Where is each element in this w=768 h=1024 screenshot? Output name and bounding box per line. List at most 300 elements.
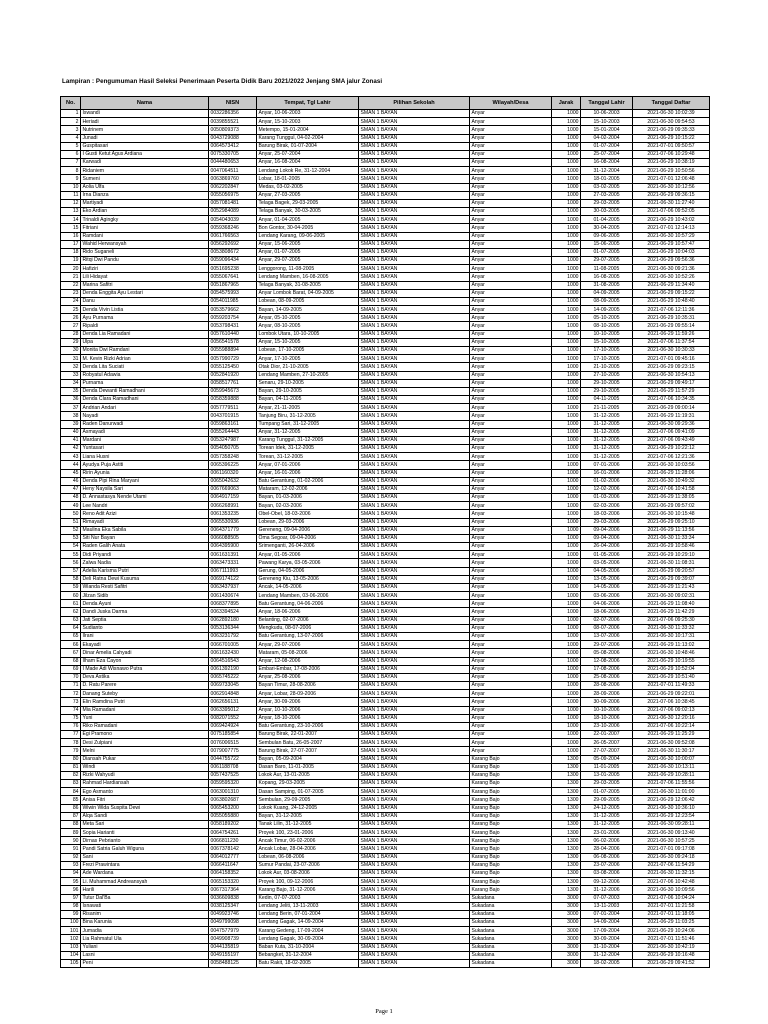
cell-tanggal-daftar: 2021-07-06 09:25:30	[633, 616, 710, 624]
cell-jarak: 1300	[552, 755, 581, 763]
cell-nisn: 0054011985	[209, 297, 257, 305]
cell-jarak: 1000	[552, 445, 581, 453]
cell-no: 95	[61, 878, 81, 886]
cell-tempat-tgl-lahir: Lokok Kuang, 24-12-2005	[257, 804, 359, 812]
cell-tanggal-daftar: 2021-06-29 11:57:29	[633, 387, 710, 395]
cell-no: 67	[61, 649, 81, 657]
cell-tanggal-lahir: 09-12-2006	[581, 878, 633, 886]
cell-wilayah-desa: Anyar	[470, 714, 552, 722]
cell-nama: Hafiziri	[81, 265, 209, 273]
cell-tempat-tgl-lahir: Anyar, 25-08-2006	[257, 673, 359, 681]
cell-tanggal-lahir: 01-03-2006	[581, 494, 633, 502]
cell-nama: Bina Karunia	[81, 919, 209, 927]
cell-tempat-tgl-lahir: Lendang Mamben, 27-10-2005	[257, 371, 359, 379]
table-row	[61, 322, 710, 330]
cell-tempat-tgl-lahir: Batu Gerantung, 23-10-2006	[257, 722, 359, 730]
cell-tanggal-lahir: 05-08-2006	[581, 649, 633, 657]
table-row	[61, 804, 710, 812]
cell-pilihan-sekolah: SMAN 1 BAYAN	[359, 665, 470, 673]
cell-tempat-tgl-lahir: Anyar, 17-10-2005	[257, 355, 359, 363]
table-row	[61, 543, 710, 551]
cell-no: 36	[61, 396, 81, 404]
cell-pilihan-sekolah: SMAN 1 BAYAN	[359, 281, 470, 289]
cell-jarak: 1000	[552, 232, 581, 240]
table-row	[61, 633, 710, 641]
cell-no: 98	[61, 902, 81, 910]
cell-tanggal-lahir: 07-07-2003	[581, 894, 633, 902]
table-row	[61, 763, 710, 771]
cell-nama: Ulpa	[81, 338, 209, 346]
table-row	[61, 845, 710, 853]
document-caption: Lampiran : Pengumuman Hasil Seleksi Penerimaan Peserta Didik Baru 2021/2022 Jenjang SMA jalur Zonasi	[62, 78, 383, 85]
cell-nama: Rido Suganeli	[81, 248, 209, 256]
cell-tanggal-daftar: 2021-06-29 10:48:40	[633, 297, 710, 305]
cell-pilihan-sekolah: SMAN 1 BAYAN	[359, 175, 470, 183]
cell-nama: Yuliani	[81, 943, 209, 951]
cell-nama: Windi	[81, 763, 209, 771]
column-header-jarak: Jarak	[552, 97, 581, 110]
cell-jarak: 3000	[552, 951, 581, 959]
cell-jarak: 1000	[552, 257, 581, 265]
cell-tempat-tgl-lahir: Ancak Timur, 06-02-2006	[257, 837, 359, 845]
cell-pilihan-sekolah: SMAN 1 BAYAN	[359, 428, 470, 436]
cell-wilayah-desa: Anyar	[470, 420, 552, 428]
cell-nisn: 0052984089	[209, 208, 257, 216]
cell-tanggal-daftar: 2021-06-29 10:15:22	[633, 134, 710, 142]
cell-tanggal-daftar: 2021-07-01 09:50:57	[633, 142, 710, 150]
table-row	[61, 216, 710, 224]
cell-pilihan-sekolah: SMAN 1 BAYAN	[359, 191, 470, 199]
cell-nama: Martiyadi	[81, 199, 209, 207]
cell-nisn: 0069424924	[209, 722, 257, 730]
cell-tanggal-lahir: 01-07-2004	[581, 142, 633, 150]
cell-no: 48	[61, 494, 81, 502]
cell-nisn: 0044755722	[209, 755, 257, 763]
cell-tanggal-lahir: 22-01-2007	[581, 731, 633, 739]
cell-nisn: 0059595320	[209, 780, 257, 788]
cell-no: 83	[61, 780, 81, 788]
table-row	[61, 485, 710, 493]
cell-nisn: 0044135819	[209, 943, 257, 951]
cell-tanggal-lahir: 23-07-2006	[581, 861, 633, 869]
cell-nisn: 0055988894	[209, 346, 257, 354]
cell-nisn: 0049908739	[209, 935, 257, 943]
cell-nama: Alqa Sandi	[81, 812, 209, 820]
cell-nama: D. Annastasya Nende Utami	[81, 494, 209, 502]
cell-jarak: 1000	[552, 346, 581, 354]
cell-tanggal-daftar: 2021-06-30 10:03:56	[633, 461, 710, 469]
cell-nama: Robyatul Adawia	[81, 371, 209, 379]
cell-no: 18	[61, 248, 81, 256]
table-row	[61, 690, 710, 698]
cell-jarak: 1000	[552, 616, 581, 624]
cell-nisn: 0066411647	[209, 861, 257, 869]
cell-no: 54	[61, 543, 81, 551]
cell-tanggal-lahir: 29-09-2005	[581, 796, 633, 804]
cell-no: 2	[61, 118, 81, 126]
cell-no: 105	[61, 959, 81, 967]
cell-no: 45	[61, 469, 81, 477]
cell-jarak: 1000	[552, 167, 581, 175]
cell-tanggal-lahir: 29-03-2006	[581, 518, 633, 526]
cell-wilayah-desa: Anyar	[470, 224, 552, 232]
table-row	[61, 616, 710, 624]
cell-pilihan-sekolah: SMAN 1 BAYAN	[359, 461, 470, 469]
cell-wilayah-desa: Anyar	[470, 346, 552, 354]
cell-jarak: 1000	[552, 363, 581, 371]
cell-nisn: 0055055880	[209, 812, 257, 820]
cell-pilihan-sekolah: SMAN 1 BAYAN	[359, 199, 470, 207]
cell-nama: Sani	[81, 853, 209, 861]
cell-wilayah-desa: Anyar	[470, 698, 552, 706]
table-row	[61, 943, 710, 951]
cell-no: 35	[61, 387, 81, 395]
cell-nama: Mia Ramadani	[81, 706, 209, 714]
cell-tanggal-daftar: 2021-06-29 10:04:03	[633, 248, 710, 256]
cell-tanggal-daftar: 2021-06-30 11:33:32	[633, 624, 710, 632]
cell-jarak: 1000	[552, 731, 581, 739]
cell-jarak: 3000	[552, 943, 581, 951]
cell-pilihan-sekolah: SMAN 1 BAYAN	[359, 682, 470, 690]
table-row	[61, 853, 710, 861]
cell-tanggal-daftar: 2021-06-29 09:35:33	[633, 126, 710, 134]
cell-tempat-tgl-lahir: Anyar, 12-08-2006	[257, 657, 359, 665]
cell-tanggal-lahir: 06-08-2006	[581, 853, 633, 861]
cell-tempat-tgl-lahir: Anyar, 25-07-2004	[257, 150, 359, 158]
cell-nisn: 0057990729	[209, 355, 257, 363]
cell-wilayah-desa: Anyar	[470, 445, 552, 453]
cell-pilihan-sekolah: SMAN 1 BAYAN	[359, 510, 470, 518]
cell-no: 1	[61, 110, 81, 118]
cell-jarak: 1000	[552, 175, 581, 183]
cell-tanggal-lahir: 04-06-2006	[581, 600, 633, 608]
table-row	[61, 935, 710, 943]
cell-nama: Sudianto	[81, 624, 209, 632]
cell-no: 63	[61, 616, 81, 624]
cell-pilihan-sekolah: SMAN 1 BAYAN	[359, 698, 470, 706]
cell-nama: I Gusti Ketut Agus Ardiana	[81, 150, 209, 158]
cell-pilihan-sekolah: SMAN 1 BAYAN	[359, 453, 470, 461]
cell-nisn: 0058359888	[209, 396, 257, 404]
table-row	[61, 265, 710, 273]
cell-jarak: 1000	[552, 142, 581, 150]
cell-no: 77	[61, 731, 81, 739]
cell-nisn: 0063231792	[209, 633, 257, 641]
cell-nisn: 0047577979	[209, 927, 257, 935]
cell-wilayah-desa: Anyar	[470, 142, 552, 150]
cell-nama: Peni	[81, 959, 209, 967]
cell-wilayah-desa: Karang Bajo	[470, 837, 552, 845]
cell-tempat-tgl-lahir: Baban Kuta, 31-10-2004	[257, 943, 359, 951]
cell-tanggal-daftar: 2021-06-30 10:13:11	[633, 763, 710, 771]
column-header-nama: Nama	[81, 97, 209, 110]
cell-tanggal-daftar: 2021-07-01 11:18:05	[633, 910, 710, 918]
cell-no: 25	[61, 306, 81, 314]
cell-tanggal-daftar: 2021-06-29 10:50:56	[633, 167, 710, 175]
cell-tempat-tgl-lahir: Anyar, 07-01-2006	[257, 461, 359, 469]
cell-tanggal-lahir: 08-09-2005	[581, 297, 633, 305]
cell-nama: Lia Rahmatul Ula	[81, 935, 209, 943]
cell-tanggal-lahir: 04-11-2005	[581, 396, 633, 404]
cell-pilihan-sekolah: SMAN 1 BAYAN	[359, 780, 470, 788]
cell-tempat-tgl-lahir: Tumpang Sari, 31-12-2005	[257, 420, 359, 428]
table-row	[61, 110, 710, 118]
cell-tanggal-lahir: 30-09-2006	[581, 698, 633, 706]
cell-nisn: 0057358248	[209, 453, 257, 461]
cell-jarak: 1000	[552, 698, 581, 706]
cell-tempat-tgl-lahir: Lobean, 08-09-2005	[257, 297, 359, 305]
cell-tanggal-daftar: 2021-07-01 12:06:48	[633, 175, 710, 183]
cell-pilihan-sekolah: SMAN 1 BAYAN	[359, 142, 470, 150]
cell-pilihan-sekolah: SMAN 1 BAYAN	[359, 706, 470, 714]
cell-tanggal-daftar: 2021-06-30 10:12:56	[633, 183, 710, 191]
cell-nisn: 0061430674	[209, 592, 257, 600]
cell-jarak: 1000	[552, 306, 581, 314]
cell-tanggal-daftar: 2021-06-30 11:30:17	[633, 747, 710, 755]
cell-no: 32	[61, 363, 81, 371]
cell-nisn: 0047064511	[209, 167, 257, 175]
cell-jarak: 3000	[552, 910, 581, 918]
table-row	[61, 273, 710, 281]
cell-wilayah-desa: Karang Bajo	[470, 763, 552, 771]
cell-tanggal-lahir: 18-10-2006	[581, 714, 633, 722]
cell-jarak: 1000	[552, 747, 581, 755]
cell-tanggal-lahir: 29-07-2006	[581, 641, 633, 649]
cell-wilayah-desa: Anyar	[470, 273, 552, 281]
cell-jarak: 1000	[552, 420, 581, 428]
cell-nisn: 0059203754	[209, 314, 257, 322]
cell-tanggal-lahir: 15-01-2004	[581, 126, 633, 134]
cell-nama: Denda Dewanti Ramadhani	[81, 387, 209, 395]
cell-nama: Ririn Ayunia	[81, 469, 209, 477]
cell-wilayah-desa: Anyar	[470, 232, 552, 240]
cell-tempat-tgl-lahir: Barung Birak, 27-07-2007	[257, 747, 359, 755]
table-body	[61, 110, 710, 968]
cell-tanggal-daftar: 2021-06-29 10:19:55	[633, 657, 710, 665]
cell-jarak: 1000	[552, 665, 581, 673]
table-row	[61, 208, 710, 216]
cell-tempat-tgl-lahir: Lendang Jeliti, 13-11-2003	[257, 902, 359, 910]
cell-nama: Reno Adit Azizi	[81, 510, 209, 518]
cell-tanggal-lahir: 03-02-2005	[581, 183, 633, 191]
cell-wilayah-desa: Karang Bajo	[470, 829, 552, 837]
cell-pilihan-sekolah: SMAN 1 BAYAN	[359, 641, 470, 649]
cell-nisn: 0067669063	[209, 485, 257, 493]
cell-wilayah-desa: Anyar	[470, 502, 552, 510]
cell-nama: Siti Nur Bayan	[81, 534, 209, 542]
cell-pilihan-sekolah: SMAN 1 BAYAN	[359, 338, 470, 346]
cell-tanggal-daftar: 2021-07-06 09:52:05	[633, 208, 710, 216]
cell-pilihan-sekolah: SMAN 1 BAYAN	[359, 543, 470, 551]
cell-tanggal-daftar: 2021-06-30 09:24:18	[633, 853, 710, 861]
cell-nisn: 0082071552	[209, 714, 257, 722]
cell-no: 42	[61, 445, 81, 453]
cell-nisn: 0054043039	[209, 216, 257, 224]
cell-nisn: 0064395900	[209, 543, 257, 551]
cell-jarak: 1000	[552, 265, 581, 273]
cell-tanggal-lahir: 18-01-2005	[581, 175, 633, 183]
cell-tempat-tgl-lahir: Anyar, 01-07-2005	[257, 248, 359, 256]
table-row	[61, 175, 710, 183]
cell-tanggal-lahir: 01-02-2006	[581, 477, 633, 485]
cell-nisn: 0065453200	[209, 804, 257, 812]
cell-tanggal-daftar: 2021-06-29 11:03:25	[633, 919, 710, 927]
cell-no: 50	[61, 510, 81, 518]
table-row	[61, 338, 710, 346]
table-row	[61, 575, 710, 583]
cell-nisn: 0056292692	[209, 240, 257, 248]
cell-jarak: 1300	[552, 804, 581, 812]
cell-pilihan-sekolah: SMAN 1 BAYAN	[359, 159, 470, 167]
cell-tanggal-lahir: 17-10-2005	[581, 355, 633, 363]
cell-jarak: 1300	[552, 853, 581, 861]
cell-tanggal-lahir: 18-03-2006	[581, 510, 633, 518]
cell-tanggal-daftar: 2021-06-30 09:52:08	[633, 739, 710, 747]
cell-nisn: 0069174122	[209, 575, 257, 583]
cell-tempat-tgl-lahir: Gereneng Kiu, 13-05-2006	[257, 575, 359, 583]
cell-tempat-tgl-lahir: Anyar, 18-10-2006	[257, 714, 359, 722]
cell-tanggal-lahir: 15-06-2005	[581, 240, 633, 248]
cell-tempat-tgl-lahir: Barung Birak, 01-07-2004	[257, 142, 359, 150]
cell-pilihan-sekolah: SMAN 1 BAYAN	[359, 126, 470, 134]
cell-tempat-tgl-lahir: Mataram, 12-02-2006	[257, 485, 359, 493]
cell-tanggal-daftar: 2021-06-30 11:33:34	[633, 534, 710, 542]
cell-pilihan-sekolah: SMAN 1 BAYAN	[359, 551, 470, 559]
cell-no: 23	[61, 289, 81, 297]
table-row	[61, 257, 710, 265]
cell-tanggal-daftar: 2021-07-06 09:02:13	[633, 706, 710, 714]
cell-wilayah-desa: Karang Bajo	[470, 853, 552, 861]
cell-no: 73	[61, 698, 81, 706]
cell-pilihan-sekolah: SMAN 1 BAYAN	[359, 371, 470, 379]
cell-tanggal-lahir: 03-08-2006	[581, 869, 633, 877]
cell-tempat-tgl-lahir: Lobean, 17-10-2005	[257, 346, 359, 354]
cell-nisn: 0054575993	[209, 289, 257, 297]
cell-no: 70	[61, 673, 81, 681]
table-row	[61, 150, 710, 158]
table-row	[61, 592, 710, 600]
cell-jarak: 1000	[552, 338, 581, 346]
cell-jarak: 3000	[552, 927, 581, 935]
table-row	[61, 959, 710, 967]
cell-jarak: 1300	[552, 878, 581, 886]
cell-no: 10	[61, 183, 81, 191]
cell-no: 20	[61, 265, 81, 273]
cell-no: 87	[61, 812, 81, 820]
cell-tanggal-lahir: 31-12-2004	[581, 167, 633, 175]
cell-tempat-tgl-lahir: Lokok Aur, 03-08-2006	[257, 869, 359, 877]
cell-jarak: 1000	[552, 592, 581, 600]
cell-wilayah-desa: Sukadana	[470, 919, 552, 927]
cell-jarak: 1000	[552, 739, 581, 747]
cell-tempat-tgl-lahir: Lendang Lokok Re, 31-12-2004	[257, 167, 359, 175]
cell-tanggal-lahir: 07-01-2004	[581, 910, 633, 918]
cell-tanggal-daftar: 2021-06-30 10:09:56	[633, 886, 710, 894]
cell-tanggal-lahir: 27-10-2005	[581, 371, 633, 379]
cell-no: 85	[61, 796, 81, 804]
cell-jarak: 1000	[552, 485, 581, 493]
cell-tempat-tgl-lahir: Sembulan, 29-09-2005	[257, 796, 359, 804]
cell-tanggal-lahir: 08-10-2005	[581, 322, 633, 330]
cell-wilayah-desa: Anyar	[470, 690, 552, 698]
cell-tanggal-daftar: 2021-07-06 11:54:29	[633, 861, 710, 869]
cell-tempat-tgl-lahir: Sumur Pandai, 23-07-2006	[257, 861, 359, 869]
cell-tanggal-daftar: 2021-06-29 09:23:15	[633, 363, 710, 371]
cell-no: 64	[61, 624, 81, 632]
cell-nama: Risanim	[81, 910, 209, 918]
cell-tanggal-daftar: 2021-06-30 11:27:40	[633, 199, 710, 207]
cell-jarak: 1000	[552, 633, 581, 641]
cell-jarak: 1000	[552, 551, 581, 559]
cell-tanggal-lahir: 17-08-2006	[581, 665, 633, 673]
cell-no: 31	[61, 355, 81, 363]
cell-jarak: 1000	[552, 314, 581, 322]
cell-no: 24	[61, 297, 81, 305]
cell-nisn: 0066268991	[209, 502, 257, 510]
cell-tempat-tgl-lahir: Lendang Karang, 09-06-2005	[257, 232, 359, 240]
cell-tanggal-daftar: 2021-06-30 12:20:16	[633, 714, 710, 722]
cell-nisn: 0063001310	[209, 788, 257, 796]
cell-jarak: 1000	[552, 494, 581, 502]
cell-tanggal-lahir: 01-07-2005	[581, 788, 633, 796]
cell-wilayah-desa: Anyar	[470, 363, 552, 371]
cell-tanggal-lahir: 31-12-2005	[581, 436, 633, 444]
cell-tanggal-lahir: 17-09-2004	[581, 927, 633, 935]
cell-nama: Didi Priyandi	[81, 551, 209, 559]
cell-tanggal-daftar: 2021-06-29 10:28:11	[633, 771, 710, 779]
cell-pilihan-sekolah: SMAN 1 BAYAN	[359, 910, 470, 918]
cell-pilihan-sekolah: SMAN 1 BAYAN	[359, 445, 470, 453]
cell-tanggal-lahir: 16-08-2004	[581, 159, 633, 167]
cell-tanggal-lahir: 31-08-2005	[581, 281, 633, 289]
table-row	[61, 878, 710, 886]
cell-tempat-tgl-lahir: Lobean, 06-08-2006	[257, 853, 359, 861]
table-header-row	[61, 97, 710, 110]
cell-pilihan-sekolah: SMAN 1 BAYAN	[359, 902, 470, 910]
cell-jarak: 1000	[552, 110, 581, 118]
cell-jarak: 1000	[552, 396, 581, 404]
cell-wilayah-desa: Anyar	[470, 575, 552, 583]
cell-nisn: 0059945673	[209, 387, 257, 395]
cell-nisn: 0061631391	[209, 551, 257, 559]
cell-tanggal-daftar: 2021-07-06 11:55:56	[633, 780, 710, 788]
table-row	[61, 281, 710, 289]
cell-nama: Ekayadi	[81, 641, 209, 649]
cell-nisn: 0065530936	[209, 518, 257, 526]
cell-pilihan-sekolah: SMAN 1 BAYAN	[359, 657, 470, 665]
cell-no: 90	[61, 837, 81, 845]
table-row	[61, 420, 710, 428]
cell-nisn: 0051867965	[209, 281, 257, 289]
cell-nama: Anisa Fitri	[81, 796, 209, 804]
cell-tanggal-lahir: 13-05-2006	[581, 575, 633, 583]
cell-wilayah-desa: Anyar	[470, 534, 552, 542]
cell-jarak: 3000	[552, 894, 581, 902]
cell-no: 101	[61, 927, 81, 935]
cell-nama: Denda Enggita Ayu Lestari	[81, 289, 209, 297]
cell-tempat-tgl-lahir: Anyar, 27-03-2005	[257, 191, 359, 199]
cell-tanggal-daftar: 2021-06-29 10:52:04	[633, 665, 710, 673]
cell-tanggal-lahir: 13-11-2003	[581, 902, 633, 910]
table-row	[61, 126, 710, 134]
cell-no: 99	[61, 910, 81, 918]
cell-nama: Diansah Pukar	[81, 755, 209, 763]
cell-tempat-tgl-lahir: Bayan, 02-03-2006	[257, 502, 359, 510]
cell-nama: Sopia Harianti	[81, 829, 209, 837]
cell-no: 43	[61, 453, 81, 461]
cell-tanggal-daftar: 2021-07-06 11:37:54	[633, 338, 710, 346]
cell-wilayah-desa: Anyar	[470, 110, 552, 118]
